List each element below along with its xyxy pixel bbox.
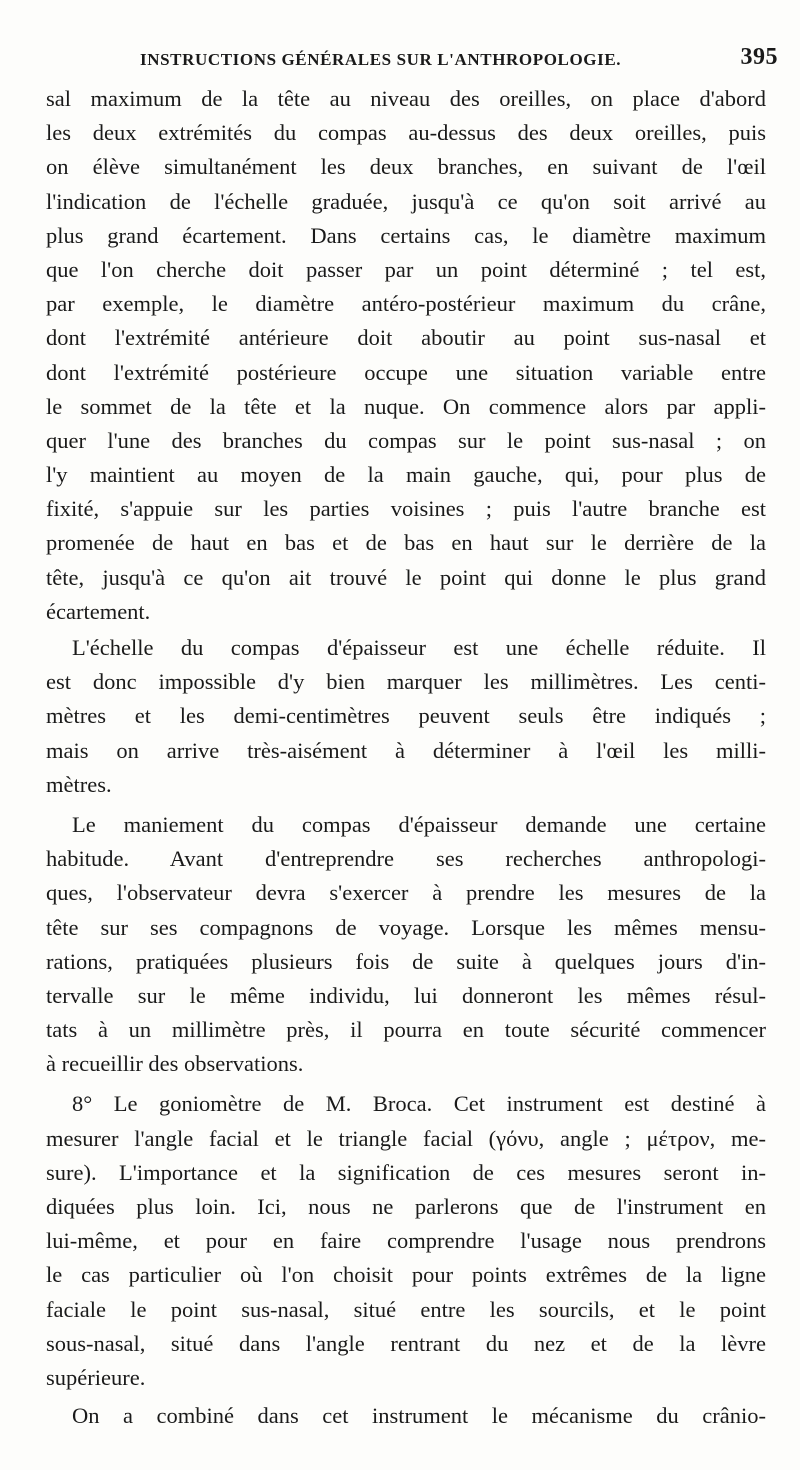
- text-line: que l'on cherche doit passer par un point déterminé ; tel est,: [46, 256, 766, 282]
- text-line: tête sur ses compagnons de voyage. Lorsque les mêmes mensu-: [46, 914, 766, 940]
- text-line: 8° Le goniomètre de M. Broca. Cet instrument est destiné à: [72, 1091, 766, 1117]
- text-line: le sommet de la tête et la nuque. On commence alors par appli-: [46, 393, 766, 419]
- text-line: habitude. Avant d'entreprendre ses recherches anthropologi-: [46, 846, 766, 872]
- text-line: fixité, s'appuie sur les parties voisines ; puis l'autre branche est: [46, 496, 766, 522]
- paragraph: [46, 631, 766, 802]
- text-line: tête, jusqu'à ce qu'on ait trouvé le point qui donne le plus grand: [46, 564, 766, 590]
- text-line: à recueillir des observations.: [46, 1051, 304, 1077]
- text-line: L'échelle du compas d'épaisseur est une échelle réduite. Il: [72, 635, 766, 660]
- text-line: l'indication de l'échelle graduée, jusqu'à ce qu'on soit arrivé au: [46, 188, 766, 214]
- text-line: ques, l'observateur devra s'exercer à prendre les mesures de la: [46, 880, 766, 906]
- page-number: 395: [740, 44, 778, 70]
- text-line: plus grand écartement. Dans certains cas, le diamètre maximum: [46, 222, 766, 248]
- text-line: l'y maintient au moyen de la main gauche, qui, pour plus de: [46, 462, 766, 488]
- text-line: dont l'extrémité antérieure doit aboutir au point sus-nasal et: [46, 325, 766, 351]
- text-line: promenée de haut en bas et de bas en haut sur le derrière de la: [46, 530, 766, 556]
- text-line: mais on arrive très-aisément à déterminer à l'œil les milli-: [46, 737, 766, 763]
- text-line: sal maximum de la tête au niveau des oreilles, on place d'abord: [46, 86, 766, 111]
- paragraph: [46, 82, 766, 629]
- text-line: Le maniement du compas d'épaisseur demande une certaine: [72, 811, 766, 837]
- text-line: tats à un millimètre près, il pourra en toute sécurité commencer: [46, 1017, 766, 1043]
- running-title: INSTRUCTIONS GÉNÉRALES SUR L'ANTHROPOLOGIE.: [140, 50, 622, 69]
- text-line: tervalle sur le même individu, lui donneront les mêmes résul-: [46, 982, 766, 1008]
- text-line: écartement.: [46, 598, 151, 624]
- text-line: sure). L'importance et la signification de ces mesures seront in-: [46, 1159, 766, 1185]
- text-line: lui-même, et pour en faire comprendre l'usage nous prendrons: [46, 1228, 766, 1254]
- text-line: mesurer l'angle facial et le triangle facial (γόνυ, angle ; μέτρον, me-: [46, 1125, 766, 1151]
- text-line: on élève simultanément les deux branches, en suivant de l'œil: [46, 154, 766, 180]
- text-line: quer l'une des branches du compas sur le point sus-nasal ; on: [46, 427, 766, 453]
- text-line: sous-nasal, situé dans l'angle rentrant du nez et de la lèvre: [46, 1330, 766, 1356]
- text-line: les deux extrémités du compas au-dessus des deux oreilles, puis: [46, 120, 766, 146]
- text-line: On a combiné dans cet instrument le mécanisme du crânio-: [72, 1403, 766, 1429]
- text-line: par exemple, le diamètre antéro-postérieur maximum du crâne,: [46, 291, 766, 317]
- paragraph: [46, 1399, 766, 1433]
- text-line: faciale le point sus-nasal, situé entre les sourcils, et le point: [46, 1296, 766, 1322]
- paragraph: [46, 808, 766, 1082]
- text-line: le cas particulier où l'on choisit pour points extrêmes de la ligne: [46, 1262, 766, 1288]
- text-line: diquées plus loin. Ici, nous ne parlerons que de l'instrument en: [46, 1194, 766, 1219]
- text-line: rations, pratiquées plusieurs fois de suite à quelques jours d'in-: [46, 948, 766, 974]
- text-line: mètres.: [46, 771, 112, 797]
- text-line: est donc impossible d'y bien marquer les millimètres. Les centi-: [46, 669, 766, 695]
- text-line: supérieure.: [46, 1364, 146, 1390]
- body-text: [46, 82, 766, 1433]
- text-line: dont l'extrémité postérieure occupe une situation variable entre: [46, 359, 766, 385]
- paragraph: [46, 1087, 766, 1395]
- text-line: mètres et les demi-centimètres peuvent seuls être indiqués ;: [46, 703, 766, 729]
- page-header: [100, 44, 778, 80]
